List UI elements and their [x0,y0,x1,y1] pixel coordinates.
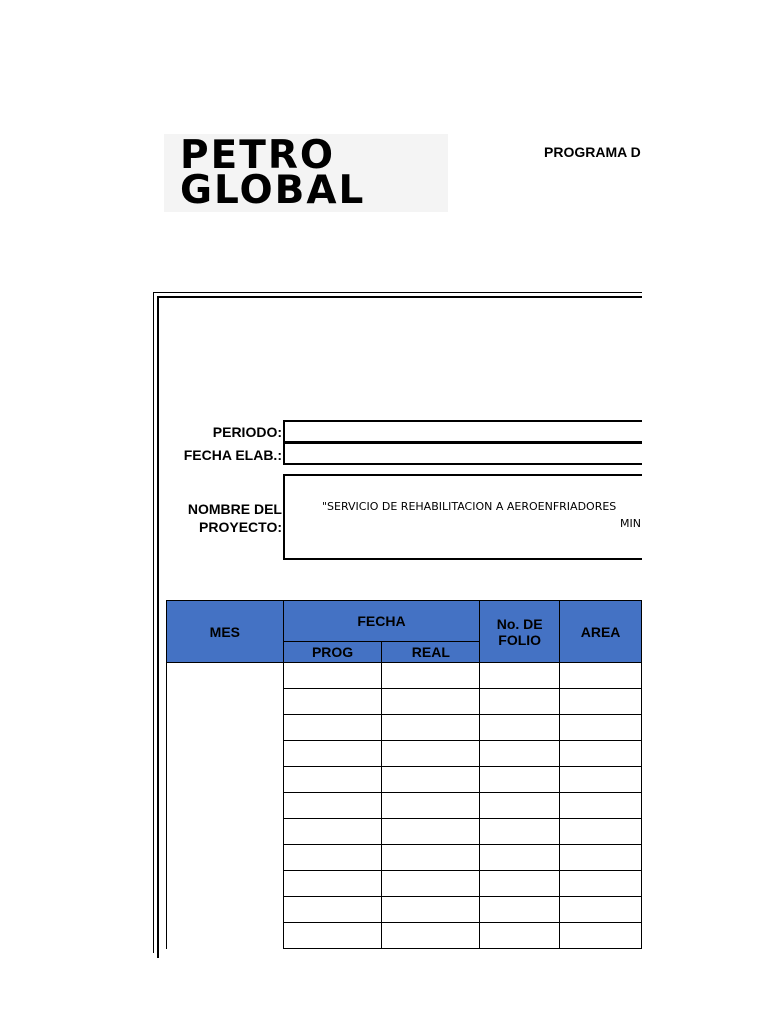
table-cell[interactable] [283,689,382,715]
mes-cell [167,741,284,767]
table-cell[interactable] [560,793,642,819]
table-cell[interactable] [560,819,642,845]
table-cell[interactable] [480,897,560,923]
nombre-proyecto-field[interactable] [283,474,642,560]
table-row [167,923,642,949]
table-cell[interactable] [283,871,382,897]
table-cell[interactable] [480,923,560,949]
header-area: AREA [560,601,642,663]
table-cell[interactable] [283,767,382,793]
header-prog: PROG [283,642,382,663]
table-cell[interactable] [382,923,480,949]
table-row [167,715,642,741]
mes-cell [167,845,284,871]
mes-cell [167,689,284,715]
table-cell[interactable] [283,715,382,741]
table-row [167,897,642,923]
periodo-label: PERIODO: [212,424,282,440]
table-cell[interactable] [283,897,382,923]
table-row [167,741,642,767]
table-row [167,845,642,871]
table-cell[interactable] [480,767,560,793]
document-title: PROGRAMA D [544,144,641,160]
nombre-proyecto-value-line1: "SERVICIO DE REHABILITACION A AEROENFRIADORES [322,500,617,513]
header-real: REAL [382,642,480,663]
table-cell[interactable] [283,663,382,689]
mes-cell [167,923,284,949]
table-cell[interactable] [283,793,382,819]
header-folio-line1: No. DE [496,615,543,632]
table-cell[interactable] [382,871,480,897]
fecha-elab-label: FECHA ELAB.: [183,447,282,463]
table-cell[interactable] [283,819,382,845]
table-cell[interactable] [560,923,642,949]
table-cell[interactable] [382,741,480,767]
table-row [167,767,642,793]
table-cell[interactable] [382,845,480,871]
mes-cell [167,897,284,923]
table-cell[interactable] [560,767,642,793]
table-row [167,689,642,715]
nombre-label-line2: PROYECTO: [199,519,282,535]
table-cell[interactable] [560,845,642,871]
header-folio [480,601,560,663]
fecha-elab-field[interactable] [283,442,642,465]
logo-text-line2: GLOBAL [180,168,366,212]
logo-text-line1: PETRO [180,134,336,178]
table-cell[interactable] [560,689,642,715]
table-row [167,663,642,689]
table-cell[interactable] [382,897,480,923]
mes-cell [167,767,284,793]
table-cell[interactable] [560,663,642,689]
table-cell[interactable] [480,689,560,715]
header-folio-line2: FOLIO [498,631,542,648]
table-body [167,663,642,949]
table-cell[interactable] [480,741,560,767]
table-cell[interactable] [480,871,560,897]
table-cell[interactable] [560,871,642,897]
table-row [167,819,642,845]
table-cell[interactable] [382,689,480,715]
nombre-proyecto-value-line2: MIN [620,517,641,530]
table-cell[interactable] [480,715,560,741]
table-cell[interactable] [382,715,480,741]
periodo-field[interactable] [283,420,642,443]
table-row [167,871,642,897]
table-cell[interactable] [283,845,382,871]
nombre-label-line1: NOMBRE DEL [187,501,282,517]
header-mes: MES [167,601,284,663]
table-cell[interactable] [382,767,480,793]
table-row [167,793,642,819]
table-cell[interactable] [283,923,382,949]
program-table [166,600,642,949]
table-cell[interactable] [560,897,642,923]
table-cell[interactable] [560,741,642,767]
table-cell[interactable] [480,845,560,871]
mes-cell [167,871,284,897]
nombre-proyecto-label [160,500,282,536]
table-cell[interactable] [283,741,382,767]
table-cell[interactable] [382,793,480,819]
mes-cell [167,819,284,845]
mes-cell [167,663,284,689]
table-cell[interactable] [382,819,480,845]
mes-cell [167,793,284,819]
table-cell[interactable] [480,819,560,845]
table-cell[interactable] [480,793,560,819]
table-cell[interactable] [382,663,480,689]
header-fecha: FECHA [283,601,480,642]
mes-cell [167,715,284,741]
table-cell[interactable] [560,715,642,741]
table-cell[interactable] [480,663,560,689]
